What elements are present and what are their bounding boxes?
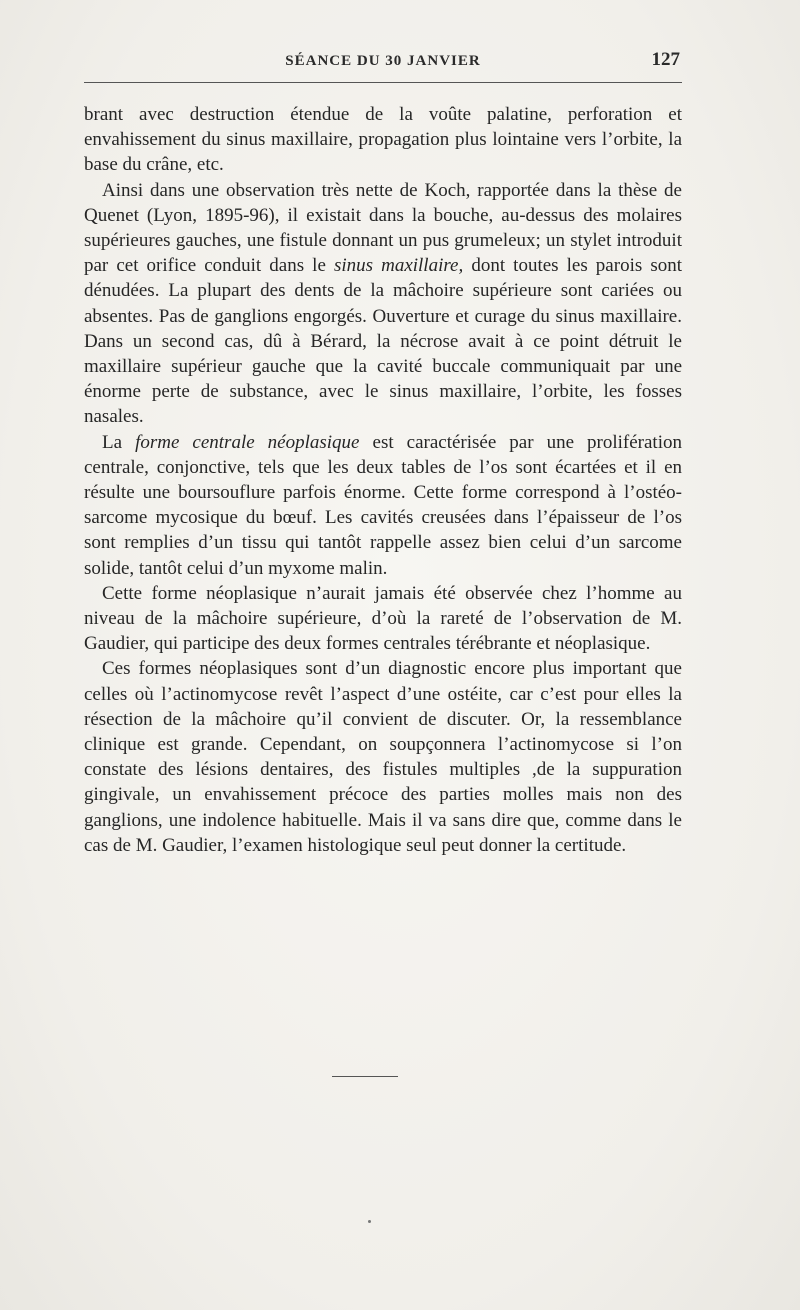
paragraph-3-italic: forme centrale néoplasique xyxy=(135,431,360,453)
paragraph-4: Cette forme néoplasique n’aurait jamais été observée chez l’homme au niveau de la mâchoire supérieure, d’où la rareté de l’observation de M. Gaudier, qui participe des deux formes centrales térébrante et néoplasique. xyxy=(84,582,682,655)
paragraph-2 xyxy=(84,178,682,430)
paragraph-1: brant avec destruction étendue de la voûte palatine, perforation et envahissement du sinus maxillaire, propagation plus lointaine vers l’orbite, la base du crâne, etc. xyxy=(84,104,682,176)
paragraph-2-text-a: Ainsi dans une observation très nette de Koch, rapportée dans la thèse de Quenet (Lyon, 1895-96), il existait dans la bouche, au-dessus des molaires supérieures gauches, une fistule donnant un pus grumeleux; un stylet introduit par cet orifice conduit dans le xyxy=(84,179,682,277)
page-number: 127 xyxy=(651,49,680,70)
header-rule xyxy=(84,82,682,83)
paragraph-3-text-b: est caractérisée par une prolifération centrale, conjonctive, tels que les deux tables de l’os sont écartées et il en résulte une boursouflure parfois énorme. Cette forme correspond à l’ostéo-sarcome mycosique du bœuf. Les cavités creusées dans l’épaisseur de l’os sont remplies d’un tissu qui tantôt rappelle assez bien celui d’un sarcome solide, tantôt celui d’un myxome malin. xyxy=(84,431,682,579)
paragraph-3 xyxy=(84,430,682,581)
running-head xyxy=(84,47,682,73)
body-text xyxy=(84,102,682,858)
running-title: SÉANCE DU 30 JANVIER xyxy=(285,53,481,69)
paragraph-3-text-a: La xyxy=(102,431,136,453)
paragraph-2-text-b: dont toutes les parois sont dénudées. La plupart des dents de la mâchoire supérieure sont cariées ou absentes. Pas de ganglions engorgés. Ouverture et curage du sinus maxillaire. Dans un second cas, dû à Bérard, la nécrose avait à ce point détruit le maxillaire supérieur gauche que la cavité buccale communiquait par une énorme perte de substance, avec le sinus maxillaire, l’orbite, les fosses nasales. xyxy=(84,255,682,428)
paragraph-2-italic: sinus maxillaire, xyxy=(333,255,464,277)
ink-speck xyxy=(368,1220,371,1223)
paragraph-5: Ces formes néoplasiques sont d’un diagnostic encore plus important que celles où l’actinomycose revêt l’aspect d’une ostéite, car c’est pour elles la résection de la mâchoire qu’il convient de discuter. Or, la ressemblance clinique est grande. Cependant, on soupçonnera l’actinomycose si l’on constate des lésions dentaires, des fistules multiples ,de la suppuration gingivale, un envahissement précoce des parties molles mais non des ganglions, une indolence habituelle. Mais il va sans dire que, comme dans le cas de M. Gaudier, l’examen histologique seul peut donner la certitude. xyxy=(84,658,682,856)
end-rule xyxy=(332,1076,398,1077)
